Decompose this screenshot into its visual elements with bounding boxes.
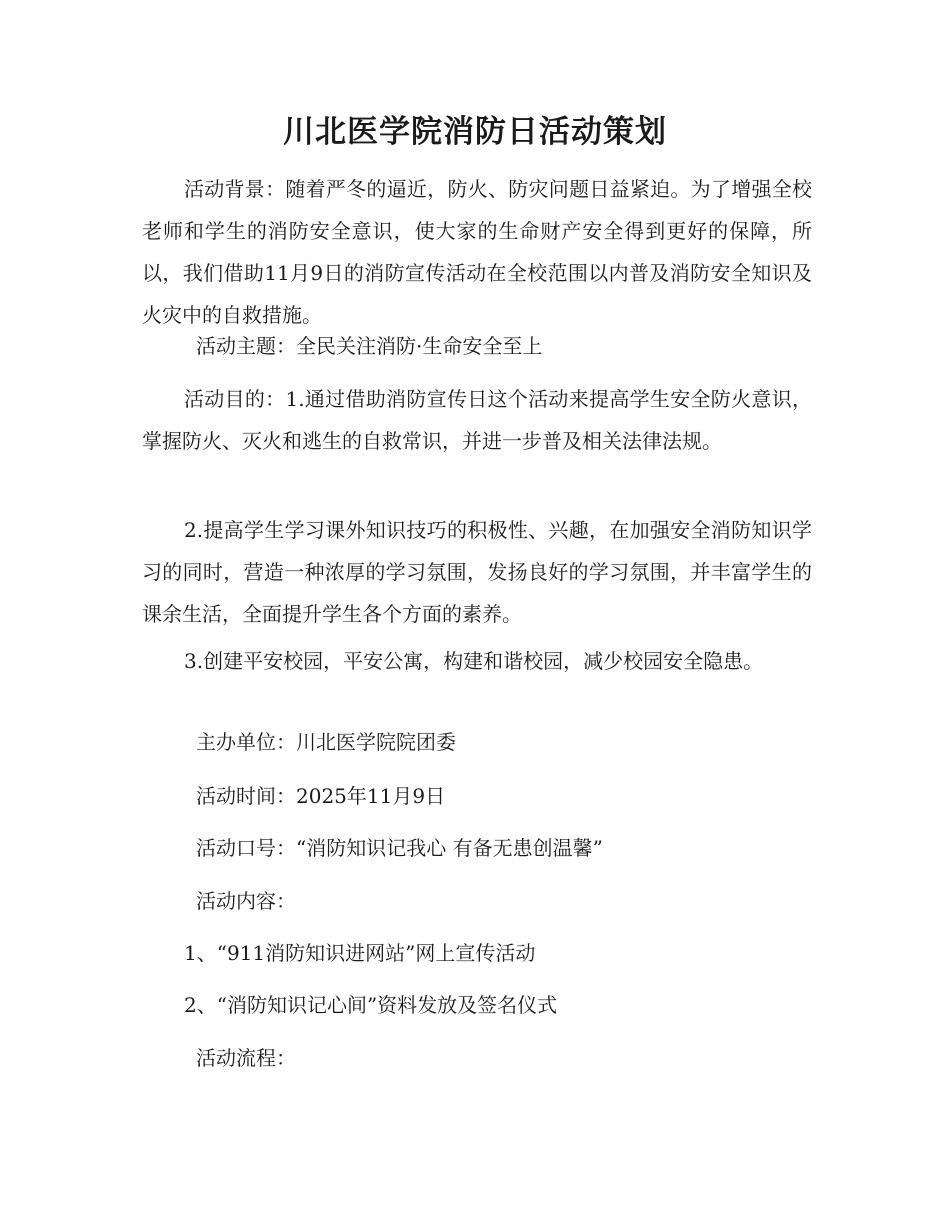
theme-line: 活动主题：全民关注消防·生命安全至上 xyxy=(196,334,543,358)
document-title: 川北医学院消防日活动策划 xyxy=(283,114,667,150)
content-item-2: 2、“消防知识记心间”资料发放及签名仪式 xyxy=(184,993,558,1017)
slogan-line: 活动口号：“消防知识记我心 有备无患创温馨” xyxy=(196,836,603,860)
purpose-paragraph-2: 2.提高学生学习课外知识技巧的积极性、兴趣，在加强安全消防知识学习的同时，营造一种浓厚的学习氛围，发扬良好的学习氛围，并丰富学生的课余生活，全面提升学生各个方面的素养。 xyxy=(142,518,812,626)
content-heading: 活动内容： xyxy=(196,889,296,913)
purpose-paragraph-1: 活动目的：1.通过借助消防宣传日这个活动来提高学生安全防火意识，掌握防火、灭火和逃生的自救常识，并进一步普及相关法律法规。 xyxy=(142,387,812,453)
purpose-paragraph-3: 3.创建平安校园，平安公寓，构建和谐校园，减少校园安全隐患。 xyxy=(184,649,764,673)
process-heading: 活动流程： xyxy=(196,1046,296,1070)
organizer-line: 主办单位：川北医学院院团委 xyxy=(196,730,456,754)
background-paragraph: 活动背景：随着严冬的逼近，防火、防灾问题日益紧迫。为了增强全校老师和学生的消防安全意识，使大家的生命财产安全得到更好的保障，所以，我们借助11月9日的消防宣传活动在全校范围以内普及消防安全知识及火灾中的自救措施。 xyxy=(142,177,812,327)
content-item-1: 1、“911消防知识进网站”网上宣传活动 xyxy=(184,941,536,965)
time-line: 活动时间：2025年11月9日 xyxy=(196,784,446,808)
